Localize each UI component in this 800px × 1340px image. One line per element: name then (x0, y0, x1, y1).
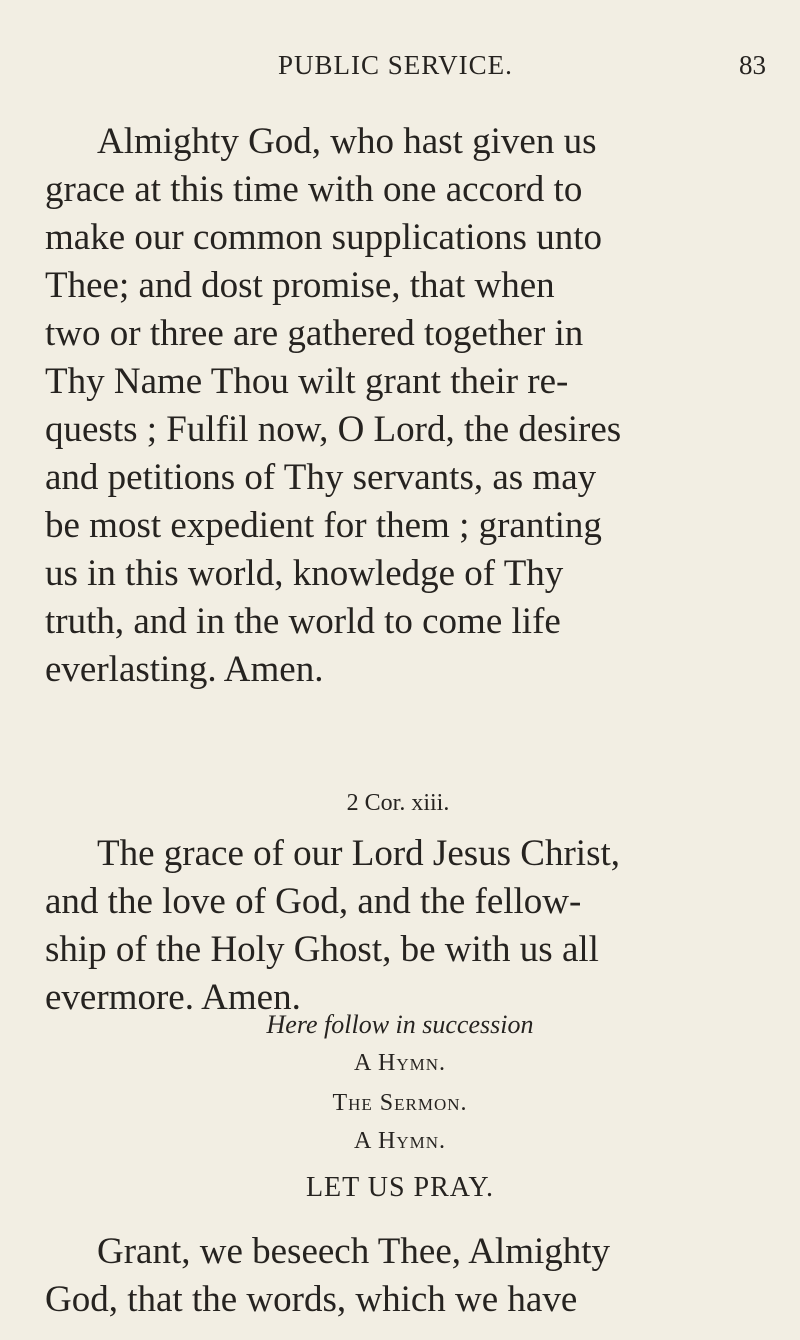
page-header (0, 50, 800, 90)
text-line: everlasting. Amen. (45, 649, 324, 690)
order-item-hymn: A Hymn. (353, 1050, 446, 1076)
text-line: evermore. Amen. (45, 977, 301, 1018)
scripture-reference-text: 2 Cor. xiii. (346, 790, 450, 816)
text-line: and petitions of Thy servants, as may (45, 457, 597, 498)
text-line: grace at this time with one accord to (45, 169, 583, 210)
text-line: God, that the words, which we have (45, 1279, 578, 1320)
text-line: Grant, we beseech Thee, Almighty (97, 1231, 611, 1272)
collect-prayer (45, 118, 775, 694)
benediction (45, 830, 775, 1022)
scripture-reference (0, 790, 800, 817)
order-note: Here follow in succession (266, 1010, 534, 1039)
final-prayer (45, 1228, 775, 1324)
text-line: truth, and in the world to come life (45, 601, 561, 642)
text-line: The grace of our Lord Jesus Christ, (97, 833, 621, 874)
prayer-heading: LET US PRAY. (305, 1172, 495, 1203)
text-line: two or three are gathered together in (45, 313, 584, 354)
text-line: make our common supplications unto (45, 217, 602, 258)
text-line: ship of the Holy Ghost, be with us all (45, 929, 599, 970)
text-line: quests ; Fulfil now, O Lord, the desires (45, 409, 622, 450)
text-line: us in this world, knowledge of Thy (45, 553, 564, 594)
text-line: Thee; and dost promise, that when (45, 265, 555, 306)
page-number: 83 (739, 50, 766, 80)
order-item-hymn: A Hymn. (353, 1128, 446, 1154)
text-line: be most expedient for them ; granting (45, 505, 602, 546)
text-line: and the love of God, and the fellow- (45, 881, 582, 922)
text-line: Almighty God, who hast given us (97, 121, 597, 162)
text-line: Thy Name Thou wilt grant their re- (45, 361, 569, 402)
order-item-sermon: The Sermon. (332, 1090, 468, 1116)
running-head: PUBLIC SERVICE. (278, 50, 513, 80)
